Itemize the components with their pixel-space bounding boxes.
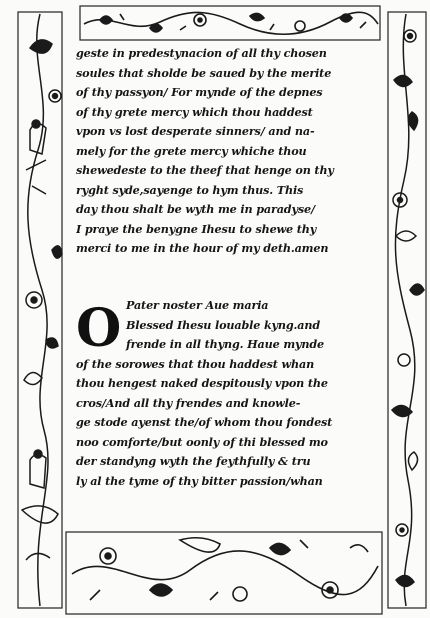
- text-line: geste in predestynacion of all thy chosen: [76, 46, 327, 60]
- prayer-line: ge stode ayenst the/of whom thou fondest: [76, 415, 333, 429]
- prayer-line: of the sorowes that thou haddest whan: [76, 356, 315, 371]
- text-line: of thy grete mercy which thou haddest: [76, 104, 313, 119]
- text-line: shewedeste to the theef that henge on thy: [76, 163, 334, 177]
- prayer-line: Blessed Ihesu louable kyng.and: [126, 317, 321, 332]
- text-line: day thou shalt be wyth me in paradyse/: [76, 202, 315, 216]
- prayer-line: ly al the tyme of thy bitter passion/whan: [76, 473, 323, 488]
- prayer-line: cros/And all thy frendes and knowle-: [76, 395, 301, 410]
- text-line: merci to me in the hour of my deth.amen: [76, 241, 329, 255]
- text-line: I praye the benygne Ihesu to shewe thy: [76, 221, 317, 236]
- left-vine-ornament: [22, 14, 62, 606]
- prayer-line: frende in all thyng. Haue mynde: [126, 337, 324, 351]
- prayer-line: noo comforte/but oonly of thi blessed mo: [76, 434, 328, 449]
- prayer-line: der standyng wyth the feythfully & tru: [76, 454, 311, 468]
- bottom-vine-ornament: [72, 538, 378, 601]
- text-line: soules that sholde be saued by the merite: [76, 65, 332, 80]
- prayer-line: thou hengest naked despitously vpon the: [76, 376, 328, 390]
- right-vine-ornament: [392, 14, 424, 606]
- text-line: of thy passyon/ For mynde of the depnes: [76, 85, 323, 99]
- prayer-section: [76, 296, 384, 491]
- text-line: mely for the grete mercy whiche thou: [76, 143, 307, 158]
- text-line: vpon vs lost desperate sinners/ and na-: [76, 124, 315, 138]
- prayer-line: Pater noster Aue maria: [126, 298, 269, 312]
- main-text-block: [76, 44, 384, 259]
- top-vine-ornament: [84, 12, 378, 34]
- decorated-initial: O: [76, 298, 122, 359]
- text-line: ryght syde,sayenge to hym thus. This: [76, 182, 304, 197]
